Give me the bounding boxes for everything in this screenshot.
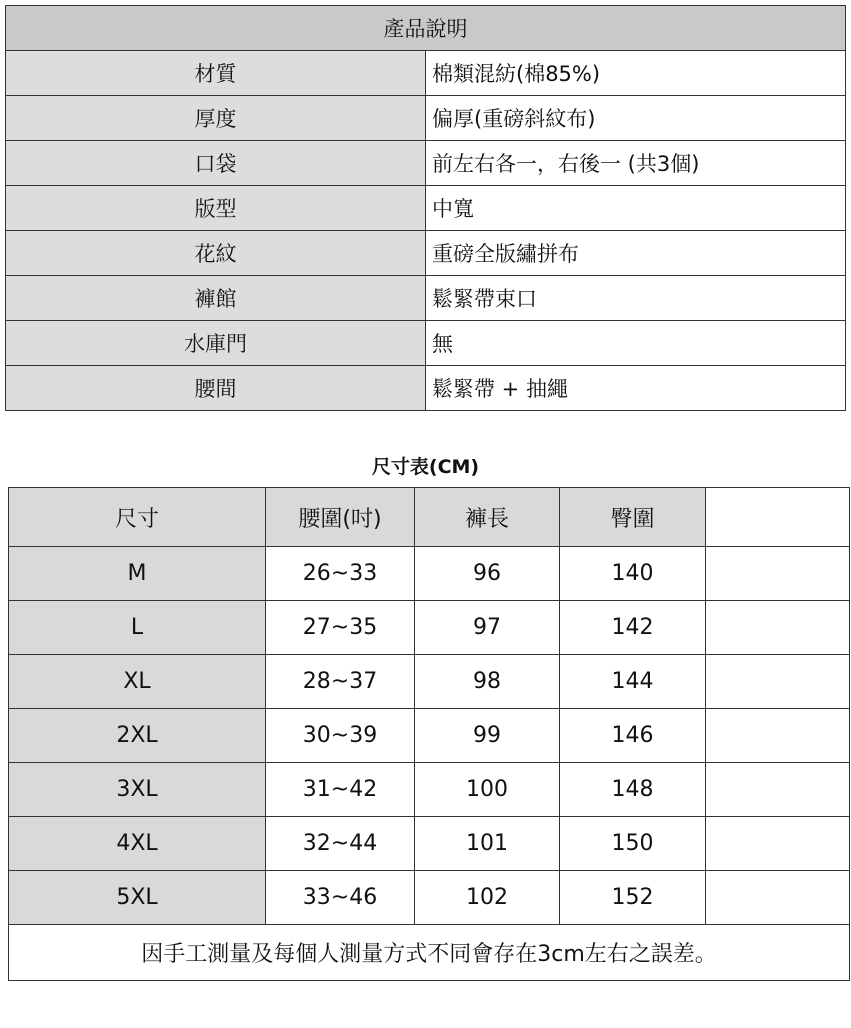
hip-cell: 148 — [560, 763, 706, 817]
size-chart-row — [9, 871, 850, 925]
size-chart-row — [9, 655, 850, 709]
size-chart-note-row — [9, 925, 850, 981]
product-info-label: 厚度 — [6, 96, 426, 141]
waist-cell: 33~46 — [266, 871, 415, 925]
product-info-value: 棉類混紡(棉85%) — [426, 51, 846, 96]
product-info-value: 偏厚(重磅斜紋布) — [426, 96, 846, 141]
size-cell: 5XL — [9, 871, 266, 925]
product-info-label: 褲館 — [6, 276, 426, 321]
waist-cell: 27~35 — [266, 601, 415, 655]
product-info-value: 重磅全版繡拼布 — [426, 231, 846, 276]
size-chart-row — [9, 817, 850, 871]
product-info-label: 口袋 — [6, 141, 426, 186]
product-info-label: 材質 — [6, 51, 426, 96]
size-cell: 3XL — [9, 763, 266, 817]
length-cell: 98 — [415, 655, 560, 709]
size-cell: L — [9, 601, 266, 655]
size-chart-header — [706, 488, 850, 547]
product-info-title: 產品說明 — [6, 6, 846, 51]
length-cell: 96 — [415, 547, 560, 601]
product-info-label: 腰間 — [6, 366, 426, 411]
size-chart-header: 尺寸 — [9, 488, 266, 547]
product-info-row — [6, 276, 846, 321]
size-chart-header: 褲長 — [415, 488, 560, 547]
product-info-row — [6, 231, 846, 276]
hip-cell: 144 — [560, 655, 706, 709]
length-cell: 101 — [415, 817, 560, 871]
hip-cell: 142 — [560, 601, 706, 655]
product-info-row — [6, 366, 846, 411]
size-chart-header-row — [9, 488, 850, 547]
size-chart-header: 臀圍 — [560, 488, 706, 547]
product-info-value: 鬆緊帶束口 — [426, 276, 846, 321]
length-cell: 97 — [415, 601, 560, 655]
product-info-value: 前左右各一，右後一 (共3個) — [426, 141, 846, 186]
waist-cell: 26~33 — [266, 547, 415, 601]
size-cell: 4XL — [9, 817, 266, 871]
product-info-label: 水庫門 — [6, 321, 426, 366]
product-info-row — [6, 186, 846, 231]
product-info-value: 鬆緊帶 + 抽繩 — [426, 366, 846, 411]
product-info-header-row — [6, 6, 846, 51]
size-chart-row — [9, 547, 850, 601]
size-cell: M — [9, 547, 266, 601]
blank-cell — [706, 871, 850, 925]
product-info-table — [5, 5, 846, 411]
blank-cell — [706, 655, 850, 709]
hip-cell: 152 — [560, 871, 706, 925]
product-info-label: 版型 — [6, 186, 426, 231]
size-chart-table — [8, 487, 850, 981]
product-info-row — [6, 141, 846, 186]
waist-cell: 28~37 — [266, 655, 415, 709]
product-info-row — [6, 96, 846, 141]
size-cell: 2XL — [9, 709, 266, 763]
size-chart-row — [9, 601, 850, 655]
waist-cell: 30~39 — [266, 709, 415, 763]
product-info-value: 中寬 — [426, 186, 846, 231]
product-info-label: 花紋 — [6, 231, 426, 276]
product-info-row — [6, 51, 846, 96]
product-info-row — [6, 321, 846, 366]
length-cell: 102 — [415, 871, 560, 925]
size-chart-header: 腰圍(吋) — [266, 488, 415, 547]
size-chart-title: 尺寸表(CM) — [371, 456, 480, 478]
blank-cell — [706, 817, 850, 871]
size-cell: XL — [9, 655, 266, 709]
measurement-note: 因手工測量及每個人測量方式不同會存在3cm左右之誤差。 — [9, 925, 850, 981]
waist-cell: 32~44 — [266, 817, 415, 871]
hip-cell: 150 — [560, 817, 706, 871]
blank-cell — [706, 763, 850, 817]
blank-cell — [706, 547, 850, 601]
size-chart-row — [9, 709, 850, 763]
hip-cell: 146 — [560, 709, 706, 763]
waist-cell: 31~42 — [266, 763, 415, 817]
hip-cell: 140 — [560, 547, 706, 601]
length-cell: 100 — [415, 763, 560, 817]
size-chart-row — [9, 763, 850, 817]
blank-cell — [706, 709, 850, 763]
product-info-value: 無 — [426, 321, 846, 366]
length-cell: 99 — [415, 709, 560, 763]
blank-cell — [706, 601, 850, 655]
